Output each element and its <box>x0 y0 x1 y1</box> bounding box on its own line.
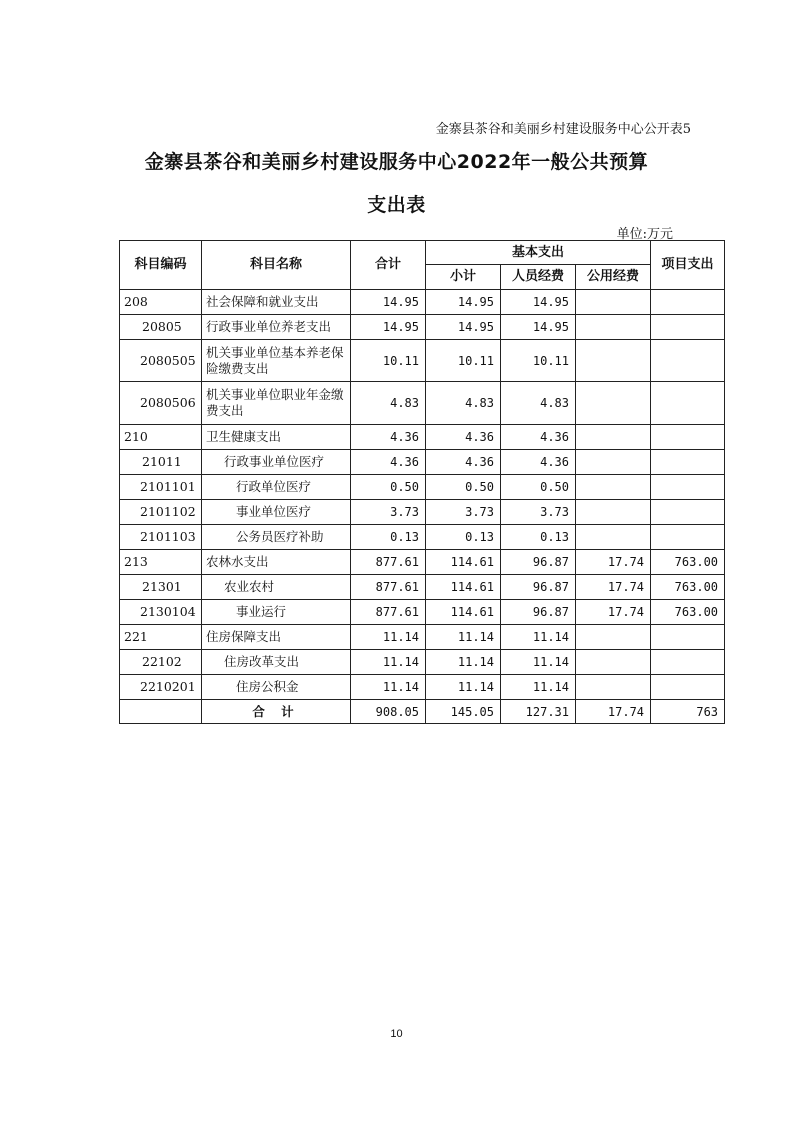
row-code: 22102 <box>120 650 202 675</box>
row-subtotal: 0.50 <box>426 475 501 500</box>
row-subtotal: 11.14 <box>426 650 501 675</box>
row-public <box>576 500 651 525</box>
row-code: 2101103 <box>120 525 202 550</box>
table-row <box>120 382 725 425</box>
row-personnel: 0.50 <box>501 475 576 500</box>
row-public <box>576 450 651 475</box>
row-total: 14.95 <box>351 290 426 315</box>
header-total: 合计 <box>351 241 426 290</box>
row-personnel: 14.95 <box>501 315 576 340</box>
row-project <box>651 315 725 340</box>
row-name: 公务员医疗补助 <box>202 525 351 550</box>
page-title: 金寨县茶谷和美丽乡村建设服务中心2022年一般公共预算 <box>144 151 649 173</box>
row-total: 11.14 <box>351 625 426 650</box>
row-total: 11.14 <box>351 675 426 700</box>
header-project: 项目支出 <box>651 241 725 290</box>
row-public <box>576 650 651 675</box>
table-row <box>120 550 725 575</box>
row-subtotal: 114.61 <box>426 575 501 600</box>
row-total: 877.61 <box>351 600 426 625</box>
row-name: 住房改革支出 <box>202 650 351 675</box>
row-total: 4.83 <box>351 382 426 425</box>
row-total: 10.11 <box>351 340 426 382</box>
row-subtotal: 114.61 <box>426 550 501 575</box>
row-subtotal: 14.95 <box>426 315 501 340</box>
row-project <box>651 340 725 382</box>
row-public: 17.74 <box>576 575 651 600</box>
row-public <box>576 675 651 700</box>
row-total: 877.61 <box>351 550 426 575</box>
row-public <box>576 315 651 340</box>
row-project <box>651 425 725 450</box>
row-code: 21301 <box>120 575 202 600</box>
row-name: 机关事业单位职业年金缴费支出 <box>202 382 351 425</box>
row-code: 21011 <box>120 450 202 475</box>
row-project <box>651 500 725 525</box>
row-code: 2210201 <box>120 675 202 700</box>
total-row <box>120 700 725 724</box>
row-subtotal: 3.73 <box>426 500 501 525</box>
row-code: 210 <box>120 425 202 450</box>
total-public: 17.74 <box>576 700 651 724</box>
row-name: 农业农村 <box>202 575 351 600</box>
row-name: 行政事业单位医疗 <box>202 450 351 475</box>
row-project: 763.00 <box>651 575 725 600</box>
row-subtotal: 10.11 <box>426 340 501 382</box>
row-total: 0.50 <box>351 475 426 500</box>
row-project <box>651 525 725 550</box>
row-personnel: 4.83 <box>501 382 576 425</box>
table-row <box>120 625 725 650</box>
row-code: 2130104 <box>120 600 202 625</box>
row-subtotal: 11.14 <box>426 675 501 700</box>
unit-label: 单位:万元 <box>616 227 673 242</box>
row-public <box>576 340 651 382</box>
row-project <box>651 382 725 425</box>
row-code: 20805 <box>120 315 202 340</box>
row-code: 221 <box>120 625 202 650</box>
row-name: 社会保障和就业支出 <box>202 290 351 315</box>
header-public: 公用经费 <box>576 265 651 290</box>
row-personnel: 14.95 <box>501 290 576 315</box>
header-name: 科目名称 <box>202 241 351 290</box>
row-personnel: 11.14 <box>501 625 576 650</box>
row-project <box>651 625 725 650</box>
row-subtotal: 114.61 <box>426 600 501 625</box>
table-row <box>120 525 725 550</box>
row-name: 住房公积金 <box>202 675 351 700</box>
total-total: 908.05 <box>351 700 426 724</box>
row-personnel: 96.87 <box>501 600 576 625</box>
table-row <box>120 600 725 625</box>
row-personnel: 96.87 <box>501 550 576 575</box>
table-row <box>120 500 725 525</box>
row-name: 住房保障支出 <box>202 625 351 650</box>
row-name: 行政单位医疗 <box>202 475 351 500</box>
row-code: 208 <box>120 290 202 315</box>
header-code: 科目编码 <box>120 241 202 290</box>
row-subtotal: 0.13 <box>426 525 501 550</box>
row-project <box>651 675 725 700</box>
row-project: 763.00 <box>651 600 725 625</box>
row-personnel: 10.11 <box>501 340 576 382</box>
table-row <box>120 675 725 700</box>
row-name: 机关事业单位基本养老保险缴费支出 <box>202 340 351 382</box>
row-public: 17.74 <box>576 550 651 575</box>
row-total: 0.13 <box>351 525 426 550</box>
row-subtotal: 11.14 <box>426 625 501 650</box>
row-project: 763.00 <box>651 550 725 575</box>
total-subtotal: 145.05 <box>426 700 501 724</box>
row-public <box>576 382 651 425</box>
table-row <box>120 315 725 340</box>
header-subtotal: 小计 <box>426 265 501 290</box>
row-total: 14.95 <box>351 315 426 340</box>
row-total: 11.14 <box>351 650 426 675</box>
row-personnel: 11.14 <box>501 650 576 675</box>
row-public <box>576 525 651 550</box>
total-label: 合 计 <box>202 700 351 724</box>
row-project <box>651 290 725 315</box>
row-subtotal: 4.36 <box>426 425 501 450</box>
table-row <box>120 575 725 600</box>
row-code: 2101101 <box>120 475 202 500</box>
page-title-continued: 支出表 <box>367 194 426 216</box>
row-name: 卫生健康支出 <box>202 425 351 450</box>
table-row <box>120 475 725 500</box>
row-personnel: 96.87 <box>501 575 576 600</box>
table-row <box>120 425 725 450</box>
table-row <box>120 450 725 475</box>
total-personnel: 127.31 <box>501 700 576 724</box>
row-total: 877.61 <box>351 575 426 600</box>
table-row <box>120 290 725 315</box>
row-personnel: 3.73 <box>501 500 576 525</box>
row-total: 4.36 <box>351 425 426 450</box>
row-personnel: 4.36 <box>501 425 576 450</box>
row-project <box>651 650 725 675</box>
row-name: 事业单位医疗 <box>202 500 351 525</box>
budget-table <box>119 240 725 724</box>
row-code: 2080506 <box>120 382 202 425</box>
table-row <box>120 340 725 382</box>
header-basic: 基本支出 <box>426 241 651 265</box>
header-personnel: 人员经费 <box>501 265 576 290</box>
row-code: 2080505 <box>120 340 202 382</box>
row-code: 2101102 <box>120 500 202 525</box>
row-project <box>651 475 725 500</box>
row-subtotal: 4.36 <box>426 450 501 475</box>
row-public <box>576 625 651 650</box>
row-name: 农林水支出 <box>202 550 351 575</box>
row-subtotal: 14.95 <box>426 290 501 315</box>
row-personnel: 11.14 <box>501 675 576 700</box>
row-name: 行政事业单位养老支出 <box>202 315 351 340</box>
table-row <box>120 650 725 675</box>
row-project <box>651 450 725 475</box>
row-subtotal: 4.83 <box>426 382 501 425</box>
page-number: 10 <box>390 1028 403 1040</box>
row-public <box>576 290 651 315</box>
header-note: 金寨县茶谷和美丽乡村建设服务中心公开表5 <box>435 122 691 137</box>
row-total: 3.73 <box>351 500 426 525</box>
row-public: 17.74 <box>576 600 651 625</box>
row-total: 4.36 <box>351 450 426 475</box>
row-personnel: 4.36 <box>501 450 576 475</box>
row-personnel: 0.13 <box>501 525 576 550</box>
row-public <box>576 475 651 500</box>
total-row-empty <box>120 700 202 724</box>
total-project: 763 <box>651 700 725 724</box>
row-public <box>576 425 651 450</box>
row-name: 事业运行 <box>202 600 351 625</box>
row-code: 213 <box>120 550 202 575</box>
